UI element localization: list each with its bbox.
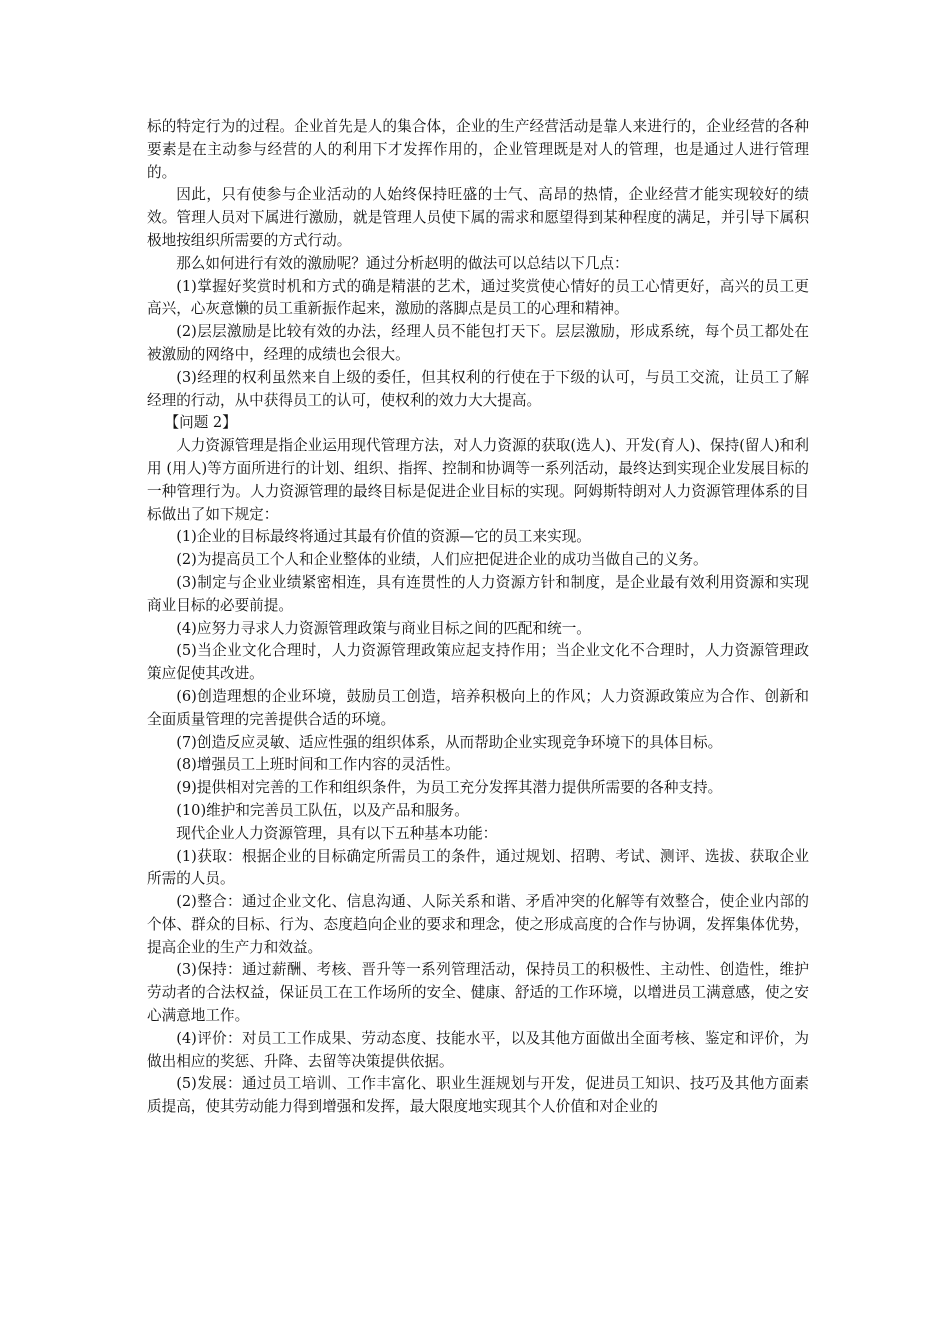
list-item: (1)企业的目标最终将通过其最有价值的资源—它的员工来实现。: [176, 528, 591, 546]
list-item: (2)层层激励是比较有效的办法，经理人员不能包打天下。层层激励，形成系统，每个员工都处在被激励的网络中，经理的成绩也会很大。: [147, 323, 809, 363]
paragraph: 现代企业人力资源管理，具有以下五种基本功能：: [176, 824, 498, 842]
list-item: (3)保持：通过薪酬、考核、晋升等一系列管理活动，保持员工的积极性、主动性、创造性，维护劳动者的合法权益，保证员工在工作场所的安全、健康、舒适的工作环境，以增进员工满意感，使之安心满意地工作。: [147, 961, 809, 1025]
list-item: (4)评价：对员工工作成果、劳动态度、技能水平，以及其他方面做出全面考核、鉴定和评价，为做出相应的奖惩、升降、去留等决策提供依据。: [147, 1029, 809, 1070]
paragraph: 那么如何进行有效的激励呢？通过分析赵明的做法可以总结以下几点：: [176, 254, 629, 272]
list-item: (5)当企业文化合理时，人力资源管理政策应起支持作用；当企业文化不合理时，人力资源管理政策应促使其改进。: [147, 642, 809, 683]
list-item: (7)创造反应灵敏、适应性强的组织体系，从而帮助企业实现竞争环境下的具体目标。: [176, 733, 723, 751]
list-item: (8)增强员工上班时间和工作内容的灵活性。: [176, 756, 460, 774]
list-item: (1)获取：根据企业的目标确定所需员工的条件，通过规划、招聘、考试、测评、选拔、获取企业所需的人员。: [147, 847, 809, 888]
list-item: (3)制定与企业业绩紧密相连，具有连贯性的人力资源方针和制度，是企业最有效利用资源和实现商业目标的必要前提。: [147, 573, 809, 614]
list-item: (2)为提高员工个人和企业整体的业绩，人们应把促进企业的成功当做自己的义务。: [176, 551, 708, 569]
list-item: (4)应努力寻求人力资源管理政策与商业目标之间的匹配和统一。: [176, 619, 591, 637]
document-page: [147, 116, 809, 1119]
paragraph: 因此，只有使参与企业活动的人始终保持旺盛的士气、高昂的热情，企业经营才能实现较好的绩效。管理人员对下属进行激励，就是管理人员使下属的需求和愿望得到某种程度的满足，并引导下属积极地按组织所需要的方式行动。: [147, 186, 809, 249]
list-item: (5)发展：通过员工培训、工作丰富化、职业生涯规划与开发，促进员工知识、技巧及其他方面素质提高，使其劳动能力得到增强和发挥，最大限度地实现其个人价值和对企业的: [147, 1075, 809, 1116]
list-item: (2)整合：通过企业文化、信息沟通、人际关系和谐、矛盾冲突的化解等有效整合，使企业内部的个体、群众的目标、行为、态度趋向企业的要求和理念，使之形成高度的合作与协调，发挥集体优势，提高企业的生产力和效益。: [147, 893, 809, 956]
paragraph: 标的特定行为的过程。企业首先是人的集合体，企业的生产经营活动是靠人来进行的，企业经营的各种要素是在主动参与经营的人的利用下才发挥作用的，企业管理既是对人的管理，也是通过人进行管理的。: [147, 118, 809, 181]
paragraph: 人力资源管理是指企业运用现代管理方法，对人力资源的获取(选人)、开发(育人)、保持(留人)和利用 (用人)等方面所进行的计划、组织、指挥、控制和协调等一系列活动，最终达到实现企业发展目标的一种管理行为。人力资源管理的最终目标是促进企业目标的实现。阿姆斯特朗对人力资源管理体系的目标做出了如下规定：: [147, 437, 809, 523]
list-item: (1)掌握好奖赏时机和方式的确是精湛的艺术，通过奖赏使心情好的员工心情更好，高兴的员工更高兴，心灰意懒的员工重新振作起来，激励的落脚点是员工的心理和精神。: [147, 277, 809, 318]
list-item: (6)创造理想的企业环境，鼓励员工创造，培养积极向上的作风；人力资源政策应为合作、创新和全面质量管理的完善提供合适的环境。: [147, 687, 809, 728]
section-heading: 【问题 2】: [164, 414, 237, 432]
list-item: (3)经理的权利虽然来自上级的委任，但其权利的行使在于下级的认可，与员工交流，让员工了解经理的行动，从中获得员工的认可，使权利的效力大大提高。: [147, 368, 809, 409]
list-item: (10)维护和完善员工队伍，以及产品和服务。: [176, 801, 469, 819]
list-item: (9)提供相对完善的工作和组织条件，为员工充分发挥其潜力提供所需要的各种支持。: [176, 779, 723, 797]
